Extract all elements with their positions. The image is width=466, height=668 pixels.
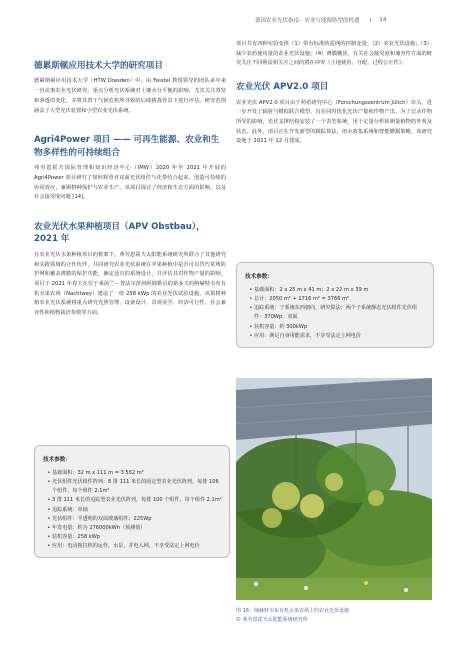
section-title-apv2: 农业光伏 APV2.0 项目	[236, 82, 329, 93]
left-column	[34, 60, 226, 331]
right-column	[236, 40, 432, 159]
tech-params-box-2	[236, 262, 434, 348]
agrivoltaic-orchard-photo	[236, 378, 432, 600]
tech-params-list-1	[43, 469, 223, 551]
section-title-obstbau: 农业光伏水果种植项目（APV Obstbau），2021 年	[34, 221, 205, 245]
section-body-apv2: 农业光伏 APV2.0 项目由于利希研究中心（Forschungszentrum Jülich）牵头，进一步开发了辐射与模拟联合模型，旨在同时优化光伏产量和作物产出。为了记录作物所受的影响，光伏支撑结构安装了一个表型系统，用于定量分析和测量植物的外观及状态。此外，项目正在开发新型的跟踪算法、雨水收集系统和智能灌溉策略。该研究设施于 2021 年 12 月建成。	[236, 99, 432, 145]
tech-param-item: • 应用：满足自身用能需求，不享受法定上网电价	[254, 332, 427, 341]
header-separator: |	[369, 17, 372, 23]
page-number: 14	[379, 17, 387, 23]
section-body-obstbau: 在农业光伏水果种植项目的框架下，弗劳恩霍夫太阳能系统研究所联合了其他研究和实践领域的合作伙伴，共同研究农业光伏系统在苹果种植中是否可以替代常规防护网和覆盖薄膜的保护功能，确定适宜的系统设计，并评估其对作物产量的影响。项目于 2021 年春天在位于莱茵兰－普法尔茨州阿姆勒县的新多夫的纳赫特韦布有机水果农场（Nachtwey）建设了一座 258 kWp 的农业光伏试验设施。该果树种植农业光伏系统将重点研究光照管理、设备设计、景观美学、经济可行性、社会兼容性和植物栽培参数等方面。	[34, 251, 226, 317]
figure-caption-title: 图 16：纳赫特韦布有机水果农场上的农业光伏设施	[236, 608, 349, 614]
tech-param-item: • 应用：电动拖拉机的运作，水泵，并电入网，不享受法定上网电价	[52, 542, 223, 551]
tech-param-item: • 年发电量：约为 276000kWh（预测值）	[52, 524, 223, 533]
figure-caption-credit: © 弗劳恩霍夫太阳能系统研究所	[236, 616, 308, 623]
figure-caption	[236, 607, 432, 625]
tech-param-item: • 追踪系统：单轴	[52, 506, 223, 515]
section-body-agri4power: 弗劳恩霍夫国际管理和知识经济中心（IMW）2020 年至 2021 年开展的 Agri4Power 项目研究了如何将垂直双面光伏组件与花带结合起来，创造可持续的协同效应，兼顾物种保护与农业生产。该项目探讨了经济和生态方面的影响，以及社会接受度问题 [14]。	[34, 165, 226, 201]
section-body-right-intro: 项目共有四种实验变体（1）带有标准防雹网的控制变量；（2）农业光伏设施；（3）减少农药使用量的农业光伏设施；（4）薄膜棚顶。有关社会接受度和兼容性方面的研究关注不同利益相关方之间的潜在冲突（土地使用、分配、过程公正性）。	[236, 41, 432, 67]
tech-param-item: • 装机容量：约 300kWp	[254, 323, 427, 332]
tech-params-title-1: 技术参数：	[43, 457, 71, 463]
section-title-htw: 德累斯顿应用技术大学的研究项目	[34, 61, 163, 71]
tech-param-item: • 追踪系统：子系统东西朝向，研究算法；两个子系统静态光伏组件光伏组件：370Wp，双面	[254, 304, 427, 322]
tech-param-item: • 基础面积：2 x 25 m x 41 m；2 x 22 m x 39 m	[254, 286, 427, 295]
tech-param-item: • 光伏组件：半透明的双面玻璃组件；225Wp	[52, 515, 223, 524]
section-body-htw: 德累斯顿应用技术大学（HTW Dresden）中，由 Feistel 教授领导的团队多年来一直从事农业光伏研究，重点分析光伏系统对土壤水分平衡的影响，尤其关注蒸发和渗透的变化，并将其置于气候危机所导致的后续挑战背景下进行评估。研究范围涵盖了大型光伏装置和小型农业光伏系统。	[34, 78, 226, 114]
tech-param-item: • 总计：2050 m² + 1716 m² = 3766 m²	[254, 295, 427, 304]
tech-param-item: • 基础面积：32 m x 111 m = 3 552 m²	[52, 469, 223, 478]
tech-params-list-2	[245, 286, 427, 341]
section-title-agri4power: Agri4Power 项目 —— 可再生能源、农业和生物多样性的可持续组合	[34, 135, 220, 158]
orchard-photo-illustration	[236, 378, 432, 600]
tech-params-title-2: 技术参数：	[245, 274, 273, 280]
tech-param-item: • 3 排 111 米长的追踪型农业光伏阵列，每排 100 个组件，每个组件 2.1m²	[52, 496, 223, 505]
tech-param-item: • 光伏组件光伏组件阵列：8 排 111 米长的固定型农业光伏阵列，每排 106 个组件，每个组件 2.1m²	[52, 478, 223, 496]
running-title: 德国农业光伏指南：农业与能源转型的机遇	[255, 18, 360, 24]
tech-params-box-1	[34, 445, 230, 558]
tech-param-item: • 装机容量：258 kWp	[52, 533, 223, 542]
running-header	[255, 16, 445, 24]
